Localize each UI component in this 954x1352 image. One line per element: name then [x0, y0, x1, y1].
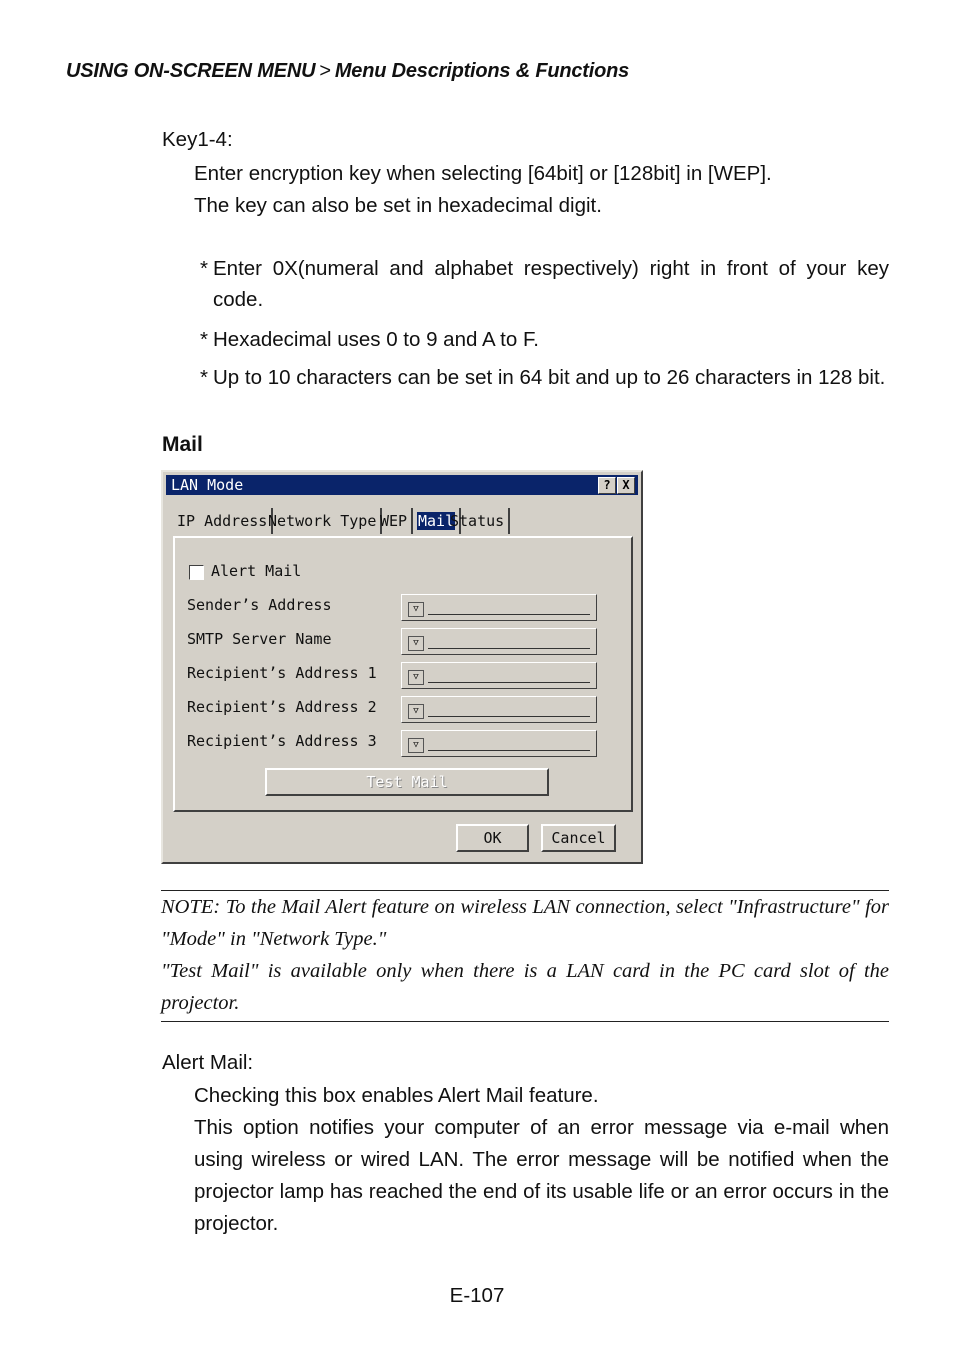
recipients-address-2-label: Recipient’s Address 2	[187, 698, 377, 716]
key-bullet-2	[200, 324, 889, 355]
smtp-server-name-combo[interactable]	[401, 628, 597, 655]
close-button[interactable]: X	[617, 477, 635, 494]
tab-ip-address[interactable]	[173, 508, 273, 534]
dropdown-arrow-icon[interactable]: ▽	[408, 704, 424, 719]
bullet-text: Hexadecimal uses 0 to 9 and A to F.	[213, 328, 539, 351]
bullet-text: Up to 10 characters can be set in 64 bit and up to 26 characters in 128 bit.	[213, 366, 886, 389]
input-underline	[428, 614, 590, 615]
tab-network-type[interactable]	[264, 508, 382, 534]
alert-mail-label: Alert Mail	[211, 562, 302, 580]
alert-mail-heading: Alert Mail:	[162, 1051, 254, 1074]
senders-address-label: Sender’s Address	[187, 596, 332, 614]
mail-section-title: Mail	[162, 433, 203, 456]
alert-mail-description-2: This option notifies your computer of an error message via e-mail when using wireless or wired LAN. The error message will be notified when the projector lamp has reached the end of its usable life or an error occurs in the projector.	[194, 1116, 889, 1235]
note-box	[161, 890, 889, 1022]
input-underline	[428, 682, 590, 683]
dropdown-arrow-icon[interactable]: ▽	[408, 636, 424, 651]
tab-label: Network Type	[268, 512, 377, 530]
tab-status[interactable]	[446, 508, 510, 534]
input-underline	[428, 648, 590, 649]
note-text-1: NOTE: To the Mail Alert feature on wireless LAN connection, select "Infrastructure" for "Mode" in "Network Type."	[161, 896, 889, 950]
alert-mail-checkbox[interactable]	[189, 565, 204, 580]
input-underline	[428, 716, 590, 717]
bullet-marker: *	[200, 328, 208, 351]
tab-label: Mail	[418, 512, 455, 530]
tab-label: IP Address	[177, 512, 268, 530]
recipients-address-3-combo[interactable]	[401, 730, 597, 757]
key-label: Key1-4:	[162, 128, 233, 151]
dialog-title: LAN Mode	[171, 476, 244, 494]
bullet-marker: *	[200, 257, 208, 280]
key-description-1: Enter encryption key when selecting [64bit] or [128bit] in [WEP].	[194, 162, 772, 185]
lan-mode-dialog	[161, 470, 643, 864]
dialog-titlebar[interactable]	[166, 475, 638, 495]
cancel-button[interactable]: Cancel	[541, 824, 616, 852]
page-number: E-107	[449, 1284, 505, 1307]
recipients-address-1-label: Recipient’s Address 1	[187, 664, 377, 682]
note-text-2: "Test Mail" is available only when there is a LAN card in the PC card slot of the projector.	[161, 960, 889, 1014]
input-underline	[428, 750, 590, 751]
bullet-marker: *	[200, 366, 208, 389]
header-separator: >	[319, 60, 331, 82]
ok-button[interactable]: OK	[456, 824, 529, 852]
tab-wep[interactable]	[376, 508, 413, 534]
recipients-address-2-combo[interactable]	[401, 696, 597, 723]
help-button[interactable]: ?	[598, 477, 616, 494]
dropdown-arrow-icon[interactable]: ▽	[408, 670, 424, 685]
alert-mail-description-1: Checking this box enables Alert Mail feature.	[194, 1084, 599, 1107]
senders-address-combo[interactable]	[401, 594, 597, 621]
smtp-server-name-label: SMTP Server Name	[187, 630, 332, 648]
tab-label: WEP	[380, 512, 408, 530]
recipients-address-3-label: Recipient’s Address 3	[187, 732, 377, 750]
header-section: USING ON-SCREEN MENU	[66, 60, 316, 82]
header-subsection: Menu Descriptions & Functions	[334, 60, 630, 82]
mail-tab-panel	[173, 536, 633, 812]
key-description-2: The key can also be set in hexadecimal digit.	[194, 194, 602, 217]
test-mail-button[interactable]: Test Mail	[265, 768, 549, 796]
page-header	[66, 60, 629, 83]
key-bullet-3	[200, 362, 889, 393]
recipients-address-1-combo[interactable]	[401, 662, 597, 689]
tab-label: Status	[450, 512, 505, 530]
dropdown-arrow-icon[interactable]: ▽	[408, 602, 424, 617]
bullet-text: Enter 0X(numeral and alphabet respectively) right in front of your key code.	[213, 257, 889, 311]
key-bullet-1	[200, 253, 889, 315]
dropdown-arrow-icon[interactable]: ▽	[408, 738, 424, 753]
